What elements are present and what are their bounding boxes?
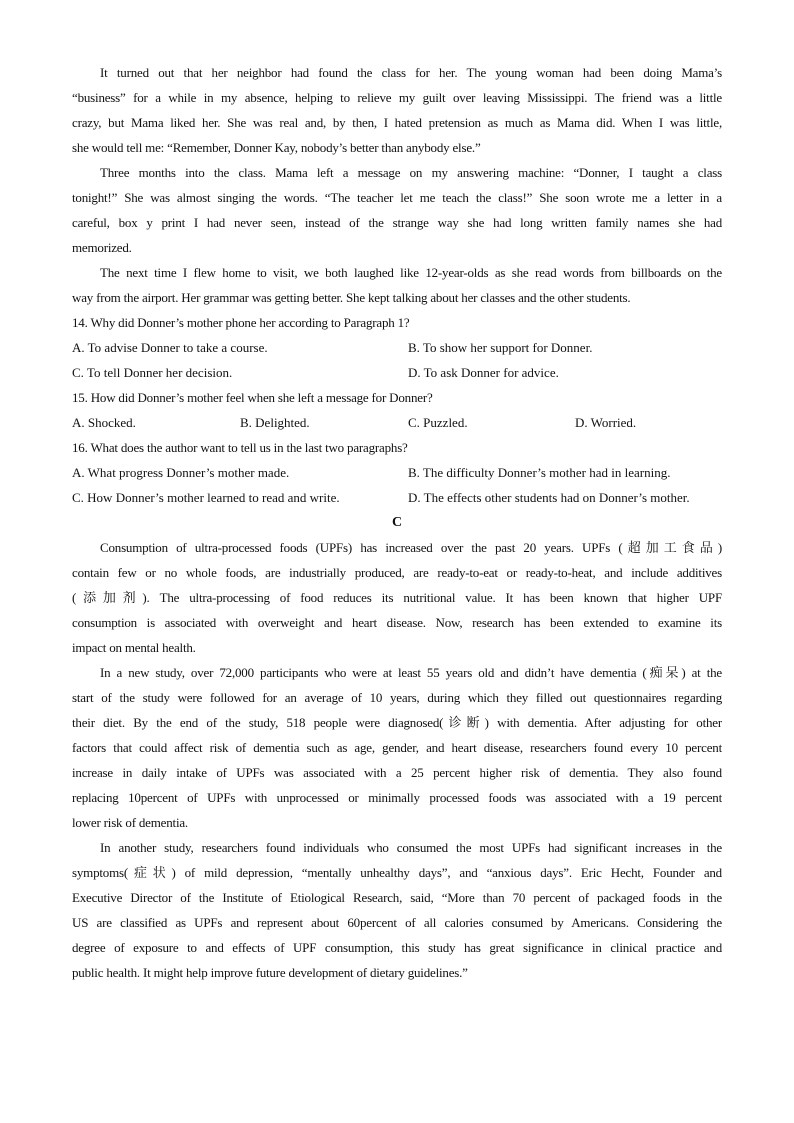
text-line: In another study, researchers found individuals who consumed the most UPFs had significant increases in the (100, 840, 722, 855)
answer-option[interactable]: A. To advise Donner to take a course. (72, 340, 268, 355)
text-line: “business” for a while in my absence, helping to relieve my guilt over leaving Mississippi. The friend was a little (72, 90, 722, 105)
answer-option[interactable]: D. To ask Donner for advice. (408, 365, 559, 380)
text-line: US are classified as UPFs and represent about 60percent of all calories consumed by Americans. Considering the (72, 915, 722, 930)
text-line: symptoms(症状) of mild depression, “mentally unhealthy days”, and “anxious days”. Eric Hecht, Founder and (72, 865, 722, 880)
text-line: public health. It might help improve future development of dietary guidelines.” (72, 965, 468, 980)
text-line: It turned out that her neighbor had found the class for her. The young woman had been doing Mama’s (100, 65, 722, 80)
answer-option[interactable]: B. The difficulty Donner’s mother had in learning. (408, 465, 671, 480)
text-line: Consumption of ultra-processed foods (UPFs) has increased over the past 20 years. UPFs (超加工食品) (100, 540, 722, 555)
text-line: Executive Director of the Institute of Etiological Research, said, “More than 70 percent of packaged foods in the (72, 890, 722, 905)
text-line: start of the study were followed for an average of 10 years, during which they filled out questionnaires regarding (72, 690, 722, 705)
paragraph (72, 260, 722, 310)
option-row (72, 460, 722, 485)
question-15 (72, 385, 722, 435)
text-line: way from the airport. Her grammar was getting better. She kept talking about her classes and the other students. (72, 290, 631, 305)
text-line: she would tell me: “Remember, Donner Kay, nobody’s better than anybody else.” (72, 140, 481, 155)
text-line: In a new study, over 72,000 participants who were at least 55 years old and didn’t have dementia (痴呆) at the (100, 665, 722, 680)
text-line: their diet. By the end of the study, 518 people were diagnosed(诊断) with dementia. After adjusting for other (72, 715, 722, 730)
passage-b (72, 60, 722, 310)
answer-option[interactable]: B. Delighted. (240, 415, 310, 430)
text-line: lower risk of dementia. (72, 815, 188, 830)
answer-option[interactable]: B. To show her support for Donner. (408, 340, 593, 355)
answer-option[interactable]: C. Puzzled. (408, 415, 468, 430)
text-line: The next time I flew home to visit, we both laughed like 12-year-olds as she read words from billboards on the (100, 265, 722, 280)
text-line: degree of exposure to and effects of UPF consumption, this study has great significance in clinical practice and (72, 940, 722, 955)
paragraph (72, 660, 722, 835)
text-line: consumption is associated with overweight and heart disease. Now, research has been extended to examine its (72, 615, 722, 630)
answer-option[interactable]: C. To tell Donner her decision. (72, 365, 233, 380)
answer-option[interactable]: A. What progress Donner’s mother made. (72, 465, 290, 480)
text-line: careful, box y print I had never seen, instead of the strange way she had long written family names she had (72, 215, 722, 230)
text-line: Three months into the class. Mama left a message on my answering machine: “Donner, I taught a class (100, 165, 722, 180)
answer-option[interactable]: C. How Donner’s mother learned to read and write. (72, 490, 340, 505)
text-line: crazy, but Mama liked her. She was real and, by then, I hated pretension as much as Mama did. When I was little, (72, 115, 722, 130)
question-16 (72, 435, 722, 510)
text-line: replacing 10percent of UPFs with unprocessed or minimally processed foods was associated with a 19 percent (72, 790, 722, 805)
text-line: (添加剂). The ultra-processing of food reduces its nutritional value. It has been known that higher UPF (72, 590, 722, 605)
paragraph (72, 535, 722, 660)
question-stem: 14. Why did Donner’s mother phone her according to Paragraph 1? (72, 315, 410, 330)
question-list (72, 310, 722, 510)
section-heading: C (391, 515, 403, 530)
paragraph (72, 835, 722, 985)
option-row (72, 485, 722, 510)
text-line: impact on mental health. (72, 640, 196, 655)
paragraph (72, 60, 722, 160)
text-line: tonight!” She was almost singing the words. “The teacher let me teach the class!” She soon wrote me a letter in a (72, 190, 722, 205)
question-14 (72, 310, 722, 385)
answer-option[interactable]: D. The effects other students had on Donner’s mother. (408, 490, 690, 505)
passage-c (72, 510, 722, 985)
text-line: memorized. (72, 240, 132, 255)
document-page (72, 60, 722, 985)
answer-option[interactable]: D. Worried. (575, 415, 637, 430)
text-line: contain few or no whole foods, are industrially produced, are ready-to-eat or ready-to-heat, and include additives (72, 565, 722, 580)
text-line: factors that could affect risk of dementia such as age, gender, and heart disease, researchers found every 10 percent (72, 740, 722, 755)
text-line: increase in daily intake of UPFs was associated with a 25 percent higher risk of dementia. They also found (72, 765, 722, 780)
question-stem: 15. How did Donner’s mother feel when she left a message for Donner? (72, 390, 433, 405)
paragraph (72, 160, 722, 260)
answer-option[interactable]: A. Shocked. (72, 415, 136, 430)
option-row (72, 410, 722, 435)
passage-c-body (72, 535, 722, 985)
option-row (72, 335, 722, 360)
option-row (72, 360, 722, 385)
question-stem: 16. What does the author want to tell us in the last two paragraphs? (72, 440, 408, 455)
